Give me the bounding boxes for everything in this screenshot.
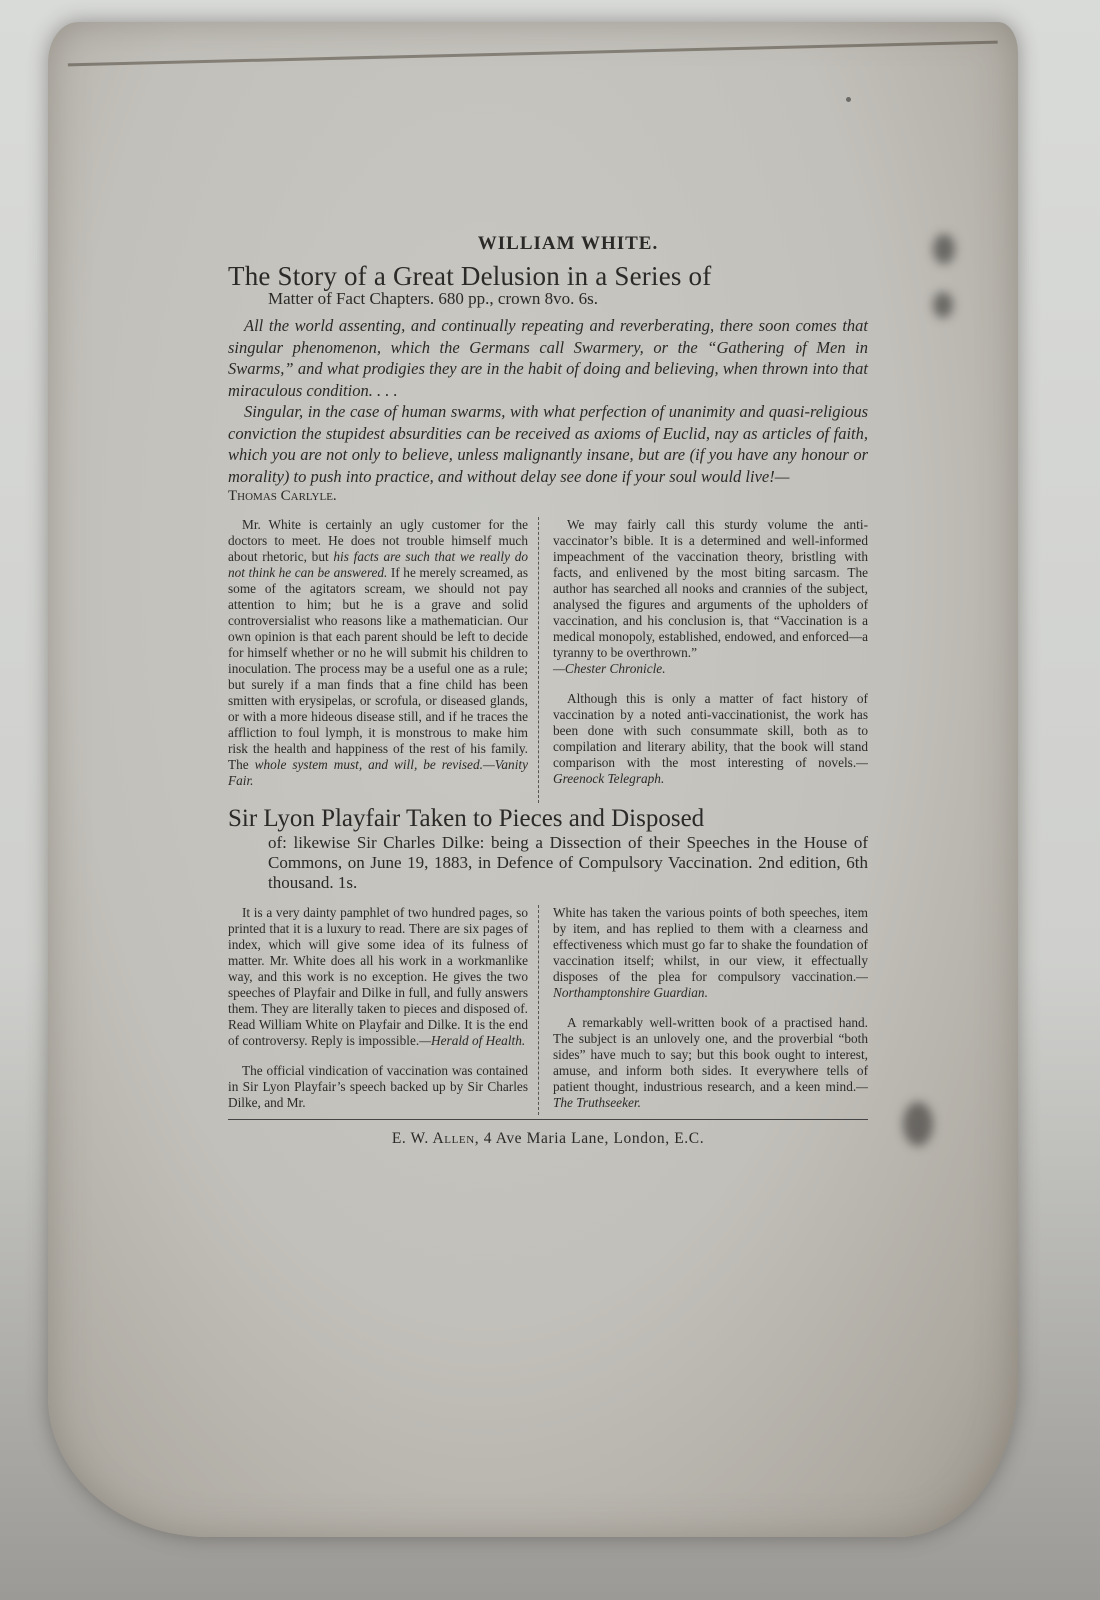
book-subtitle-2: of: likewise Sir Charles Dilke: being a Dissection of their Speeches in the House of Commons, on June 19, 1883, in Defence of Compulsory Vaccination. 2nd edition, 6th thousand. 1s. <box>268 833 868 892</box>
reviews-book-1 <box>228 517 868 803</box>
ink-stain <box>933 234 955 264</box>
book-subtitle-1: Matter of Fact Chapters. 680 pp., crown 8vo. 6s. <box>268 289 599 308</box>
publisher-address: 4 Ave Maria Lane, London, E.C. <box>483 1130 705 1147</box>
epigraph <box>228 315 868 487</box>
review-vanity-fair <box>228 517 528 789</box>
publisher-imprint <box>228 1130 868 1148</box>
review-chester-chronicle <box>553 517 868 677</box>
review-source: —Northamptonshire Guardian. <box>553 969 868 1000</box>
review-truthseeker <box>553 1015 868 1111</box>
review-official-vindication <box>228 1063 528 1111</box>
review-source: —Greenock Telegraph. <box>553 755 868 786</box>
epigraph-paragraph: All the world assenting, and continually repeating and reverberating, there soon comes that singular phenomenon, which the Germans call Swarmery, or the “Gathering of Men in Swarms,” and what prodigies they are in the habit of doing and believing, when thrown into that miraculous condition. . . . <box>228 316 868 400</box>
review-text: White has taken the various points of both speeches, item by item, and has replied to them with a clearness and effectiveness which must go far to shake the foundation of vaccination itself; whilst, in our view, it effectually disposes of the plea for compulsory vaccination. <box>553 905 868 984</box>
reviews-book-2 <box>228 905 868 1115</box>
review-emphasis: his facts are such that we really do not think he can be answered. <box>228 549 528 580</box>
horizontal-rule <box>228 1119 868 1120</box>
ink-stain <box>903 1102 933 1146</box>
review-greenock-telegraph <box>553 691 868 787</box>
review-emphasis: whole system must, and will, be revised. <box>254 757 483 772</box>
review-text: Mr. White is certainly an ugly customer for the doctors to meet. He does not trouble himself much about rhetoric, but <box>228 517 528 564</box>
review-column-right <box>539 517 868 803</box>
review-text: If he merely screamed, as some of the agitators scream, we should not pay attention to him; but he is a grave and solid controversialist who reasons like a mathematician. Our own opinion is that each parent should be left to decide for himself whether or no he will submit his children to inoculation. The process may be a useful one as a rule; but surely if a man finds that a fine child has been smitten with erysipelas, or scrofula, or diseased glands, or with a more hideous disease still, and if he traces the affliction to foul lymph, it is monstrous to make him risk the health and happiness of the rest of his family. The <box>228 565 528 772</box>
review-text: It is a very dainty pamphlet of two hundred pages, so printed that it is a luxury to read. There are six pages of index, which will give some idea of its fulness of matter. Mr. White does all his work in a workmanlike way, and this work is no exception. He gives the two speeches of Playfair and Dilke in full, and fully answers them. They are literally taken to pieces and disposed of. Read William White on Playfair and Dilke. It is the end of controversy. Reply is impossible. <box>228 905 528 1048</box>
review-text: We may fairly call this sturdy volume the anti-vaccinator’s bible. It is a determined and well-informed impeachment of the vaccination theory, bristling with facts, and enlivened by the most biting sarcasm. The author has searched all nooks and crannies of the subject, analysed the figures and arguments of the upholders of vaccination, and his conclusion is, that “Vaccination is a medical monopoly, established, endowed, and enforced—a tyranny to be overthrown.” <box>553 517 868 660</box>
review-source: —Chester Chronicle. <box>553 661 666 676</box>
review-text: Although this is only a matter of fact history of vaccination by a noted anti-vaccinationist, the work has been done with such consummate skill, both as to compilation and literary ability, that the book will stand comparison with the most interesting of novels. <box>553 691 868 770</box>
review-source: —The Truthseeker. <box>553 1079 868 1110</box>
review-column-left <box>228 517 538 803</box>
ink-stain <box>846 97 851 102</box>
epigraph-attribution: Thomas Carlyle. <box>228 488 337 504</box>
review-source: —Vanity Fair. <box>228 757 528 788</box>
review-source: —Herald of Health. <box>419 1033 526 1048</box>
review-text: A remarkably well-written book of a practised hand. The subject is an unlovely one, and the proverbial “both sides” have much to say; but this book ought to interest, amuse, and inform both sides. It everywhere tells of patient thought, industrious research, and a keen mind. <box>553 1015 868 1094</box>
ink-stain <box>933 292 953 318</box>
review-northamptonshire-guardian <box>553 905 868 1001</box>
author-heading: WILLIAM WHITE. <box>477 233 659 254</box>
advertisement-page <box>228 233 868 1148</box>
epigraph-paragraph: Singular, in the case of human swarms, with what perfection of unanimity and quasi-religious conviction the stupidest absurdities can be received as axioms of Euclid, nay as articles of faith, which you are not only to believe, unless malignantly insane, but are (if you have any honour or morality) to push into practice, and without delay see done if your soul would live!— <box>228 402 868 486</box>
review-column-left <box>228 905 538 1115</box>
book-title-2: Sir Lyon Playfair Taken to Pieces and Disposed <box>228 805 705 832</box>
publisher-name: E. W. Allen, <box>391 1130 480 1147</box>
review-column-right <box>539 905 868 1115</box>
review-text: The official vindication of vaccination was contained in Sir Lyon Playfair’s speech backed up by Sir Charles Dilke, and Mr. <box>228 1063 528 1110</box>
book-title-1: The Story of a Great Delusion in a Series of <box>228 261 712 291</box>
review-herald-of-health <box>228 905 528 1049</box>
